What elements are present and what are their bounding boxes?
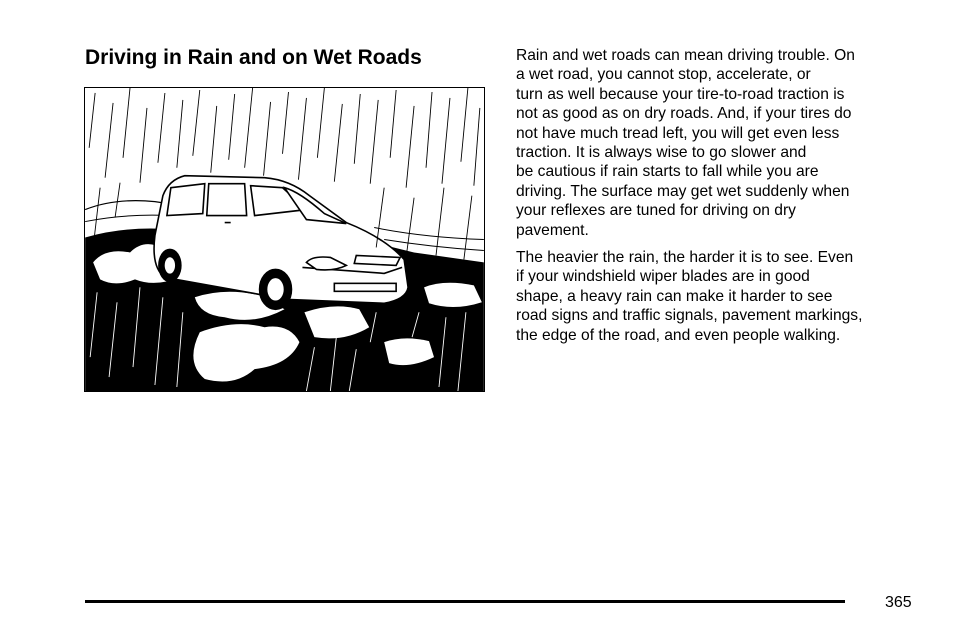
puddle xyxy=(424,283,482,307)
text-line: turn as well because your tire-to-road traction is xyxy=(516,85,845,103)
text-line: pavement. xyxy=(516,221,589,239)
text-line: shape, a heavy rain can make it harder to see xyxy=(516,287,833,305)
section-heading: Driving in Rain and on Wet Roads xyxy=(85,46,422,69)
text-line: The heavier the rain, the harder it is to see. Even xyxy=(516,249,854,267)
text-line: traction. It is always wise to go slower and xyxy=(516,144,807,162)
text-line: if your windshield wiper blades are in good xyxy=(516,268,810,286)
text-line: not as good as on dry roads. And, if your tires do xyxy=(516,105,852,123)
text-line: driving. The surface may get wet suddenly when xyxy=(516,182,850,200)
text-line: be cautious if rain starts to fall while you are xyxy=(516,163,819,181)
van-in-rain-illustration xyxy=(84,87,485,392)
text-line: the edge of the road, and even people walking. xyxy=(516,326,841,344)
text-line: road signs and traffic signals, pavement markings, xyxy=(516,307,863,325)
paragraph xyxy=(516,248,921,345)
text-line: a wet road, you cannot stop, accelerate, or xyxy=(516,66,811,84)
text-line: your reflexes are tuned for driving on dry xyxy=(516,202,796,220)
body-text xyxy=(516,46,921,353)
text-line: Rain and wet roads can mean driving trouble. On xyxy=(516,47,855,64)
text-line: not have much tread left, you will get even less xyxy=(516,124,840,142)
page-number: 365 xyxy=(885,594,912,611)
footer-rule xyxy=(85,600,845,603)
paragraph xyxy=(516,46,921,240)
illustration-drawing xyxy=(85,88,484,391)
